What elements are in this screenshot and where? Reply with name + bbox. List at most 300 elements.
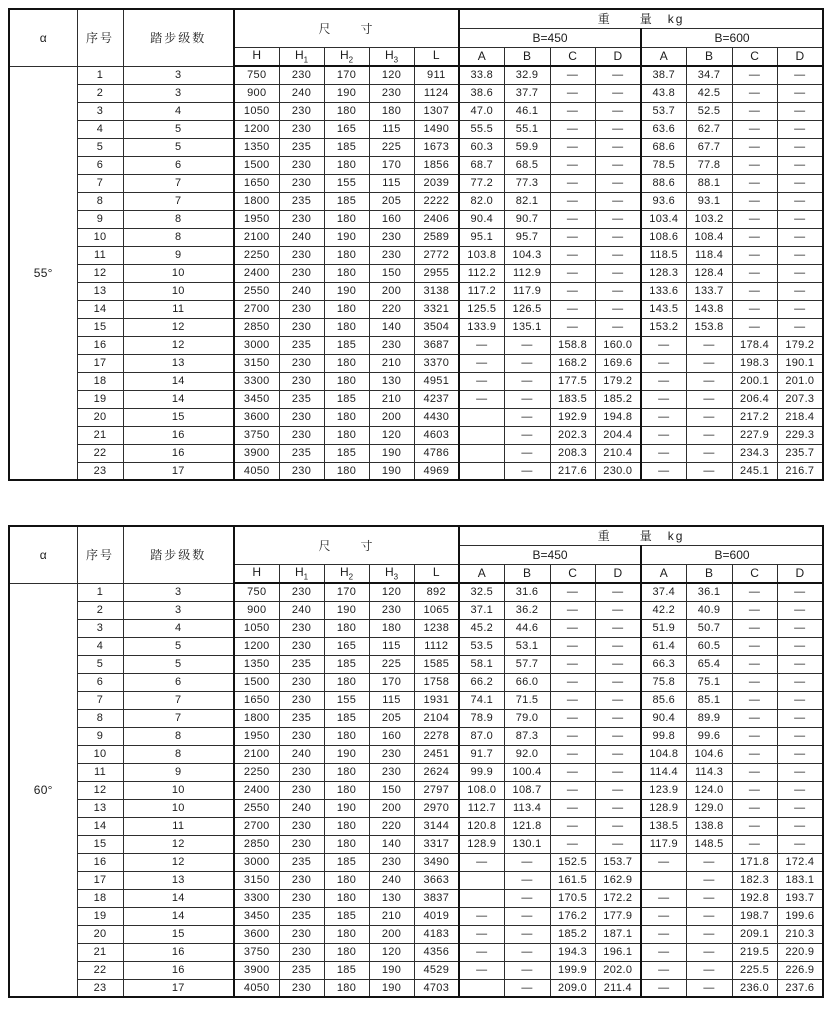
weight-b600-d-cell: — — [777, 745, 823, 763]
serial-cell: 14 — [77, 817, 123, 835]
dim-h2-cell: 185 — [324, 444, 369, 462]
table-row — [9, 763, 823, 781]
weight-b450-d-cell: — — [595, 745, 641, 763]
weight-b600-d-cell: — — [777, 192, 823, 210]
weight-b600-d-cell: — — [777, 228, 823, 246]
table-row — [9, 925, 823, 943]
dim-h1-cell: 240 — [279, 601, 324, 619]
weight-b450-b-cell: 108.7 — [504, 781, 550, 799]
dim-h-cell: 750 — [234, 583, 279, 601]
dim-l-cell: 3663 — [414, 871, 459, 889]
weight-b600-b-cell: 62.7 — [686, 120, 732, 138]
serial-cell: 13 — [77, 282, 123, 300]
weight-b450-b-cell: 66.0 — [504, 673, 550, 691]
dim-l-cell: 1490 — [414, 120, 459, 138]
weight-b450-b-cell: 46.1 — [504, 102, 550, 120]
dim-h2-cell: 185 — [324, 192, 369, 210]
alpha-value: 55° — [9, 66, 77, 480]
steps-cell: 14 — [123, 390, 234, 408]
weight-b450-d-cell: 160.0 — [595, 336, 641, 354]
table-row — [9, 871, 823, 889]
dim-l-cell: 4430 — [414, 408, 459, 426]
dim-h3-cell: 190 — [369, 462, 414, 480]
dim-h3-cell: 150 — [369, 781, 414, 799]
dim-h1-cell: 230 — [279, 426, 324, 444]
dim-h2-cell: 180 — [324, 889, 369, 907]
weight-b450-d-cell: 194.8 — [595, 408, 641, 426]
dim-h-cell: 750 — [234, 66, 279, 84]
weight-b450-a-cell: 38.6 — [459, 84, 504, 102]
dim-h1-cell: 235 — [279, 444, 324, 462]
dim-l-cell: 3490 — [414, 853, 459, 871]
weight-b600-b-cell: 65.4 — [686, 655, 732, 673]
weight-b450-a-cell: 32.5 — [459, 583, 504, 601]
weight-b600-b-cell: 40.9 — [686, 601, 732, 619]
weight-b600-c-cell: — — [732, 727, 777, 745]
dim-h3-cell: 190 — [369, 961, 414, 979]
weight-b600-b-cell: — — [686, 372, 732, 390]
dim-h-cell: 2850 — [234, 318, 279, 336]
weight-b600-d-cell: 172.4 — [777, 853, 823, 871]
serial-cell: 6 — [77, 156, 123, 174]
weight-b450-a-cell — [459, 462, 504, 480]
dim-h1-cell: 230 — [279, 619, 324, 637]
serial-cell: 20 — [77, 408, 123, 426]
weight-b600-c-cell: — — [732, 799, 777, 817]
weight-b450-b-cell: — — [504, 444, 550, 462]
weight-b600-b-cell: — — [686, 390, 732, 408]
weight-b600-b-cell: 138.8 — [686, 817, 732, 835]
weight-b450-c-cell: 194.3 — [550, 943, 595, 961]
weight-b600-a-cell: 88.6 — [641, 174, 686, 192]
weight-b450-a-cell: 68.7 — [459, 156, 504, 174]
weight-b450-c-cell: — — [550, 637, 595, 655]
weight-b600-d-cell: — — [777, 637, 823, 655]
dim-h-cell: 3900 — [234, 961, 279, 979]
weight-b450-c-cell: — — [550, 120, 595, 138]
dim-l-cell: 2222 — [414, 192, 459, 210]
steps-cell: 15 — [123, 925, 234, 943]
weight-b450-b-cell: — — [504, 372, 550, 390]
weight-b450-a-cell: 128.9 — [459, 835, 504, 853]
table-row — [9, 444, 823, 462]
dim-h-cell: 2400 — [234, 264, 279, 282]
serial-cell: 7 — [77, 174, 123, 192]
dim-h2-cell: 185 — [324, 853, 369, 871]
weight-b450-a-cell: 120.8 — [459, 817, 504, 835]
weight-b600-d-cell: — — [777, 709, 823, 727]
weight-b600-a-cell: 61.4 — [641, 637, 686, 655]
col-header-steps: 踏步级数 — [123, 526, 234, 583]
steps-cell: 17 — [123, 462, 234, 480]
weight-b600-b-cell: — — [686, 853, 732, 871]
dim-l-cell: 3687 — [414, 336, 459, 354]
dim-h-cell: 1200 — [234, 637, 279, 655]
weight-b600-d-cell: — — [777, 210, 823, 228]
col-header-h: H — [234, 47, 279, 66]
weight-b450-d-cell: — — [595, 763, 641, 781]
dim-l-cell: 1238 — [414, 619, 459, 637]
steps-cell: 10 — [123, 282, 234, 300]
weight-b450-c-cell: 183.5 — [550, 390, 595, 408]
dim-h-cell: 1800 — [234, 709, 279, 727]
steps-cell: 5 — [123, 120, 234, 138]
weight-b450-b-cell: 53.1 — [504, 637, 550, 655]
col-header-b450-a: A — [459, 47, 504, 66]
serial-cell: 8 — [77, 192, 123, 210]
weight-b600-d-cell: 220.9 — [777, 943, 823, 961]
dim-h3-cell: 190 — [369, 979, 414, 997]
weight-b450-a-cell: 90.4 — [459, 210, 504, 228]
col-header-alpha: α — [9, 526, 77, 583]
table-row — [9, 210, 823, 228]
weight-b450-a-cell: 133.9 — [459, 318, 504, 336]
dim-h3-cell: 210 — [369, 390, 414, 408]
weight-b450-d-cell: 172.2 — [595, 889, 641, 907]
weight-b450-d-cell: — — [595, 174, 641, 192]
weight-b450-a-cell: 78.9 — [459, 709, 504, 727]
weight-b600-b-cell: — — [686, 871, 732, 889]
stair-spec-table-55deg — [8, 8, 824, 481]
dim-h1-cell: 230 — [279, 210, 324, 228]
dim-h3-cell: 220 — [369, 300, 414, 318]
weight-b600-c-cell: 225.5 — [732, 961, 777, 979]
weight-b450-c-cell: — — [550, 228, 595, 246]
dim-l-cell: 2039 — [414, 174, 459, 192]
weight-b600-a-cell: 66.3 — [641, 655, 686, 673]
weight-b600-d-cell: — — [777, 619, 823, 637]
weight-b600-a-cell: — — [641, 889, 686, 907]
steps-cell: 10 — [123, 781, 234, 799]
table-row — [9, 66, 823, 84]
weight-b450-d-cell: — — [595, 210, 641, 228]
weight-b450-b-cell: — — [504, 354, 550, 372]
table-row — [9, 318, 823, 336]
weight-b450-c-cell: 177.5 — [550, 372, 595, 390]
weight-b600-b-cell: — — [686, 354, 732, 372]
dim-h2-cell: 190 — [324, 601, 369, 619]
dim-h2-cell: 180 — [324, 354, 369, 372]
table-row — [9, 228, 823, 246]
weight-b450-d-cell: — — [595, 318, 641, 336]
weight-b600-b-cell: 118.4 — [686, 246, 732, 264]
dim-h2-cell: 180 — [324, 925, 369, 943]
col-header-b600-b: B — [686, 47, 732, 66]
col-header-l: L — [414, 564, 459, 583]
dim-l-cell: 2278 — [414, 727, 459, 745]
dim-h3-cell: 240 — [369, 871, 414, 889]
dim-h2-cell: 180 — [324, 318, 369, 336]
dim-h3-cell: 200 — [369, 799, 414, 817]
col-header-b600-a: A — [641, 47, 686, 66]
weight-b450-d-cell: 153.7 — [595, 853, 641, 871]
weight-b450-b-cell: 68.5 — [504, 156, 550, 174]
weight-b600-a-cell: 128.3 — [641, 264, 686, 282]
weight-b600-d-cell: 226.9 — [777, 961, 823, 979]
weight-b600-d-cell: — — [777, 264, 823, 282]
weight-b600-b-cell: 75.1 — [686, 673, 732, 691]
weight-b450-a-cell: — — [459, 336, 504, 354]
weight-b450-c-cell: — — [550, 318, 595, 336]
weight-b600-d-cell: — — [777, 835, 823, 853]
weight-b600-b-cell: 143.8 — [686, 300, 732, 318]
serial-cell: 3 — [77, 619, 123, 637]
weight-b450-a-cell: 112.2 — [459, 264, 504, 282]
weight-b600-a-cell: — — [641, 853, 686, 871]
dim-h1-cell: 240 — [279, 282, 324, 300]
table-row — [9, 354, 823, 372]
weight-b450-a-cell — [459, 408, 504, 426]
dim-h3-cell: 120 — [369, 943, 414, 961]
dim-h1-cell: 230 — [279, 300, 324, 318]
weight-b600-a-cell: 117.9 — [641, 835, 686, 853]
weight-b600-a-cell: 93.6 — [641, 192, 686, 210]
steps-cell: 12 — [123, 835, 234, 853]
steps-cell: 12 — [123, 853, 234, 871]
weight-b450-d-cell: — — [595, 673, 641, 691]
steps-cell: 11 — [123, 817, 234, 835]
dim-h2-cell: 165 — [324, 120, 369, 138]
dim-h1-cell: 230 — [279, 66, 324, 84]
dim-h1-cell: 240 — [279, 745, 324, 763]
weight-b600-d-cell: 190.1 — [777, 354, 823, 372]
table-row — [9, 336, 823, 354]
weight-b450-d-cell: — — [595, 102, 641, 120]
dim-h-cell: 1650 — [234, 691, 279, 709]
dim-l-cell: 2451 — [414, 745, 459, 763]
dim-h2-cell: 185 — [324, 709, 369, 727]
serial-cell: 5 — [77, 138, 123, 156]
weight-b450-a-cell: 112.7 — [459, 799, 504, 817]
weight-b450-a-cell: 95.1 — [459, 228, 504, 246]
dim-l-cell: 4183 — [414, 925, 459, 943]
weight-b600-a-cell: — — [641, 979, 686, 997]
weight-b600-c-cell: — — [732, 709, 777, 727]
weight-b600-b-cell: — — [686, 462, 732, 480]
dim-h2-cell: 185 — [324, 138, 369, 156]
table-row — [9, 583, 823, 601]
serial-cell: 2 — [77, 601, 123, 619]
weight-b600-c-cell: — — [732, 318, 777, 336]
dim-l-cell: 3317 — [414, 835, 459, 853]
table-row — [9, 84, 823, 102]
dim-h1-cell: 230 — [279, 372, 324, 390]
dim-h2-cell: 180 — [324, 763, 369, 781]
weight-b450-d-cell: 210.4 — [595, 444, 641, 462]
serial-cell: 7 — [77, 691, 123, 709]
steps-cell: 15 — [123, 408, 234, 426]
col-header-h: H — [234, 564, 279, 583]
weight-b450-d-cell: — — [595, 156, 641, 174]
weight-b600-d-cell: 210.3 — [777, 925, 823, 943]
dim-l-cell: 1856 — [414, 156, 459, 174]
dim-h1-cell: 235 — [279, 390, 324, 408]
weight-b600-a-cell: 75.8 — [641, 673, 686, 691]
col-group-b600: B=600 — [641, 28, 823, 47]
serial-cell: 9 — [77, 210, 123, 228]
weight-b450-d-cell: — — [595, 84, 641, 102]
dim-h2-cell: 180 — [324, 372, 369, 390]
weight-b600-b-cell: 36.1 — [686, 583, 732, 601]
steps-cell: 17 — [123, 979, 234, 997]
table-row — [9, 889, 823, 907]
dim-h-cell: 3450 — [234, 390, 279, 408]
dim-h3-cell: 120 — [369, 426, 414, 444]
dim-h1-cell: 230 — [279, 637, 324, 655]
weight-b450-a-cell: — — [459, 372, 504, 390]
weight-b600-a-cell: 108.6 — [641, 228, 686, 246]
weight-b450-d-cell: 187.1 — [595, 925, 641, 943]
steps-cell: 7 — [123, 192, 234, 210]
dim-l-cell: 4603 — [414, 426, 459, 444]
weight-b450-b-cell: 37.7 — [504, 84, 550, 102]
weight-b450-b-cell: 44.6 — [504, 619, 550, 637]
dim-h1-cell: 230 — [279, 925, 324, 943]
dim-h-cell: 2550 — [234, 282, 279, 300]
dim-h3-cell: 230 — [369, 228, 414, 246]
table-row — [9, 601, 823, 619]
weight-b450-c-cell: — — [550, 745, 595, 763]
dim-h2-cell: 180 — [324, 943, 369, 961]
serial-cell: 4 — [77, 637, 123, 655]
dim-h1-cell: 235 — [279, 138, 324, 156]
dim-l-cell: 1307 — [414, 102, 459, 120]
serial-cell: 5 — [77, 655, 123, 673]
col-header-b450-b: B — [504, 564, 550, 583]
table-row — [9, 120, 823, 138]
weight-b450-b-cell: 77.3 — [504, 174, 550, 192]
dim-h-cell: 2700 — [234, 817, 279, 835]
weight-b600-b-cell: — — [686, 925, 732, 943]
weight-b600-a-cell: — — [641, 444, 686, 462]
weight-b450-c-cell: — — [550, 835, 595, 853]
dim-h2-cell: 190 — [324, 745, 369, 763]
weight-b600-d-cell: — — [777, 318, 823, 336]
weight-b450-c-cell: 199.9 — [550, 961, 595, 979]
col-header-alpha: α — [9, 9, 77, 66]
dim-l-cell: 1585 — [414, 655, 459, 673]
dim-l-cell: 3504 — [414, 318, 459, 336]
weight-b600-a-cell: 37.4 — [641, 583, 686, 601]
dim-h-cell: 4050 — [234, 462, 279, 480]
dim-h-cell: 2100 — [234, 745, 279, 763]
col-header-b600-d: D — [777, 47, 823, 66]
weight-b450-d-cell: — — [595, 192, 641, 210]
steps-cell: 4 — [123, 619, 234, 637]
serial-cell: 9 — [77, 727, 123, 745]
dim-l-cell: 2955 — [414, 264, 459, 282]
dim-h2-cell: 180 — [324, 727, 369, 745]
serial-cell: 10 — [77, 745, 123, 763]
weight-b600-a-cell: 133.6 — [641, 282, 686, 300]
table-row — [9, 853, 823, 871]
weight-b450-c-cell: — — [550, 673, 595, 691]
weight-b450-c-cell: 168.2 — [550, 354, 595, 372]
dim-h1-cell: 230 — [279, 943, 324, 961]
dim-h3-cell: 180 — [369, 619, 414, 637]
weight-b450-d-cell: — — [595, 799, 641, 817]
serial-cell: 10 — [77, 228, 123, 246]
serial-cell: 12 — [77, 781, 123, 799]
table-body-55deg — [9, 66, 823, 480]
steps-cell: 16 — [123, 961, 234, 979]
dim-h3-cell: 160 — [369, 727, 414, 745]
table-row — [9, 781, 823, 799]
weight-b450-b-cell: 79.0 — [504, 709, 550, 727]
weight-b600-a-cell: 128.9 — [641, 799, 686, 817]
dim-l-cell: 2624 — [414, 763, 459, 781]
dim-h3-cell: 130 — [369, 372, 414, 390]
dim-l-cell: 1112 — [414, 637, 459, 655]
weight-b450-a-cell — [459, 889, 504, 907]
dim-h-cell: 3750 — [234, 426, 279, 444]
weight-b600-d-cell: 235.7 — [777, 444, 823, 462]
table-header — [9, 526, 823, 583]
dim-h1-cell: 235 — [279, 655, 324, 673]
weight-b600-a-cell: 63.6 — [641, 120, 686, 138]
dim-h-cell: 1950 — [234, 727, 279, 745]
weight-b450-a-cell: 87.0 — [459, 727, 504, 745]
weight-b450-b-cell: 55.1 — [504, 120, 550, 138]
col-header-b450-d: D — [595, 47, 641, 66]
weight-b450-a-cell: 66.2 — [459, 673, 504, 691]
dim-h2-cell: 180 — [324, 619, 369, 637]
dim-h1-cell: 235 — [279, 192, 324, 210]
dim-h1-cell: 240 — [279, 228, 324, 246]
dim-h1-cell: 235 — [279, 853, 324, 871]
weight-b600-c-cell: — — [732, 835, 777, 853]
dim-l-cell: 3370 — [414, 354, 459, 372]
serial-cell: 12 — [77, 264, 123, 282]
dim-h1-cell: 230 — [279, 763, 324, 781]
dim-h1-cell: 230 — [279, 156, 324, 174]
dim-h3-cell: 225 — [369, 655, 414, 673]
weight-b600-d-cell: — — [777, 781, 823, 799]
weight-b600-c-cell: 234.3 — [732, 444, 777, 462]
col-group-weight: 重 量 kg — [459, 9, 823, 28]
weight-b600-b-cell: 124.0 — [686, 781, 732, 799]
weight-b450-a-cell: 117.2 — [459, 282, 504, 300]
weight-b600-d-cell: 229.3 — [777, 426, 823, 444]
weight-b450-b-cell: 57.7 — [504, 655, 550, 673]
dim-h-cell: 3150 — [234, 354, 279, 372]
weight-b600-d-cell: — — [777, 655, 823, 673]
dim-h-cell: 3900 — [234, 444, 279, 462]
weight-b600-c-cell: — — [732, 300, 777, 318]
weight-b450-a-cell: 58.1 — [459, 655, 504, 673]
weight-b600-b-cell: — — [686, 426, 732, 444]
weight-b450-b-cell: 135.1 — [504, 318, 550, 336]
weight-b600-d-cell: 179.2 — [777, 336, 823, 354]
steps-cell: 12 — [123, 336, 234, 354]
spec-table-section-55deg — [8, 8, 822, 481]
dim-h3-cell: 210 — [369, 907, 414, 925]
table-row — [9, 907, 823, 925]
dim-h-cell: 1050 — [234, 619, 279, 637]
dim-h3-cell: 205 — [369, 192, 414, 210]
weight-b600-b-cell: — — [686, 961, 732, 979]
table-row — [9, 192, 823, 210]
dim-h-cell: 2700 — [234, 300, 279, 318]
weight-b450-d-cell: 185.2 — [595, 390, 641, 408]
serial-cell: 16 — [77, 853, 123, 871]
weight-b450-b-cell: 90.7 — [504, 210, 550, 228]
serial-cell: 16 — [77, 336, 123, 354]
steps-cell: 4 — [123, 102, 234, 120]
dim-h3-cell: 200 — [369, 408, 414, 426]
dim-h-cell: 3000 — [234, 336, 279, 354]
weight-b600-c-cell: — — [732, 282, 777, 300]
